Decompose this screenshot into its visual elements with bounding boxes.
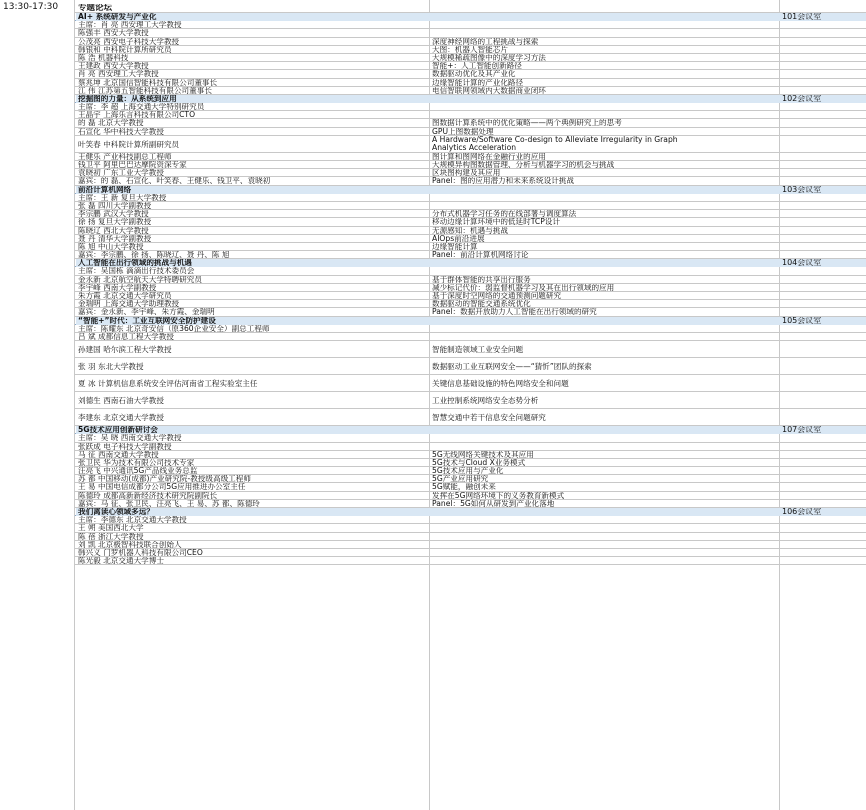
- table-row: [76, 218, 866, 226]
- topic-cell: 大规模稀疏图像中的深度学习方法: [432, 53, 546, 62]
- table-row: [76, 202, 866, 210]
- topic-cell: Panel：图的应用潜力和未来系统设计挑战: [432, 177, 574, 186]
- topic-cell: [429, 524, 779, 532]
- room-cell: [779, 21, 864, 29]
- room-cell: [779, 434, 864, 442]
- topic-cell: 5G技术与Cloud X业务模式: [432, 458, 526, 467]
- room-cell: [779, 308, 864, 316]
- topic-cell: [429, 557, 779, 565]
- topic-cell: [429, 434, 779, 442]
- table-row: [76, 475, 866, 483]
- topic-cell: [429, 508, 779, 516]
- table-row: [76, 194, 866, 202]
- topic-cell: [429, 267, 779, 275]
- topic-cell: 数据驱动的智能交通系统优化: [432, 300, 531, 309]
- table-row: [76, 111, 866, 119]
- topic-cell: [429, 95, 779, 103]
- table-row: [76, 333, 866, 341]
- speaker-cell: 王 朔 美国西北大学: [78, 524, 144, 533]
- table-row: [76, 119, 866, 127]
- table-row: [76, 54, 866, 62]
- table-row: [76, 284, 866, 292]
- session-title: 前沿计算机网络: [78, 185, 132, 194]
- topic-cell: Panel：数据开放助力人工智能在出行领域的研究: [432, 308, 597, 317]
- speaker-cell: 王健乐 产业科技副总工程师: [78, 152, 172, 161]
- table-row: [76, 128, 866, 136]
- table-row: [76, 79, 866, 87]
- room-cell: [779, 325, 864, 333]
- speaker-cell: 陈光毅 北京交通大学博士: [78, 557, 164, 566]
- speaker-cell: 李宇峰 西南大学副教授: [78, 283, 157, 292]
- speaker-cell: 王晶宇 上海乐言科技有限公司CTO: [78, 111, 196, 120]
- table-row: [76, 153, 866, 161]
- table-row: [76, 169, 866, 177]
- room-cell: [779, 443, 864, 451]
- table-row: [76, 392, 866, 409]
- room-cell: [779, 409, 864, 426]
- room-cell: [779, 500, 864, 508]
- table-row: [76, 177, 866, 185]
- topic-cell: 数据驱动工业互联网安全——“猜忻”团队的探索: [432, 362, 592, 372]
- room-cell: [779, 524, 864, 532]
- topic-cell: 5G无线网络关键技术及其应用: [432, 450, 534, 459]
- topic-cell: 边缘智能计算的产业化路径: [432, 78, 524, 87]
- room-cell: [779, 451, 864, 459]
- topic-cell: [429, 186, 779, 194]
- room-cell: [779, 516, 864, 524]
- speaker-cell: 的 磊 北京大学教授: [78, 119, 144, 128]
- table-row: [76, 524, 866, 532]
- table-row: [76, 459, 866, 467]
- topic-cell: 智能+：人工智能创新路径: [432, 62, 522, 71]
- session-header-row: [76, 317, 866, 325]
- speaker-cell: 主席：李 超 上海交通大学特别研究员: [78, 103, 205, 112]
- room-cell: [779, 227, 864, 235]
- room-cell: [779, 300, 864, 308]
- session-header-row: [76, 13, 866, 21]
- room-cell: [779, 292, 864, 300]
- topic-cell: [429, 333, 779, 341]
- speaker-cell: 钱卫平 阿里巴巴达摩院资深专家: [78, 161, 187, 169]
- schedule-table: [76, 4, 866, 565]
- topic-cell: 移动边缘计算环境中的低延时TCP设计: [432, 218, 560, 227]
- speaker-cell: 袁晓初 广东工业大学教授: [78, 169, 164, 178]
- speaker-cell: 金永新 北京航空航天大学特聘研究员: [78, 275, 202, 284]
- room-cell: 101会议室: [782, 13, 822, 21]
- speaker-cell: 陈 浩 机器科技: [78, 53, 129, 62]
- speaker-cell: 汪亮飞 中兴通讯5G产品线业务总监: [78, 467, 198, 476]
- room-cell: [779, 333, 864, 341]
- speaker-cell: 韩兴义 门罗机器人科技有限公司CEO: [78, 548, 203, 557]
- room-cell: [779, 169, 864, 177]
- speaker-cell: 聂 丹 清华大学副教授: [78, 234, 152, 243]
- room-cell: [779, 62, 864, 70]
- session-title: “智能+”时代：工业互联网安全防护建设: [78, 316, 216, 325]
- speaker-cell: 苏 都 中国移动(成都)产业研究院-教授级高级工程师: [78, 475, 251, 484]
- room-cell: [779, 375, 864, 392]
- speaker-cell: 陈晓辽 西北大学教授: [78, 226, 149, 235]
- room-cell: [779, 483, 864, 491]
- topic-cell: [429, 443, 779, 451]
- table-row: [76, 358, 866, 375]
- room-cell: [779, 557, 864, 565]
- room-cell: [779, 128, 864, 136]
- room-cell: [779, 459, 864, 467]
- topic-cell: 发挥在5G网络环境下的义务教育新模式: [432, 491, 565, 500]
- topic-cell: 图计算和图网络在金融行业的应用: [432, 152, 546, 161]
- room-cell: [779, 533, 864, 541]
- speaker-cell: 金瑞明 上海交通大学助理教授: [78, 300, 180, 309]
- topic-cell: [429, 549, 779, 557]
- room-cell: [779, 177, 864, 185]
- speaker-cell: 陈强丰 西安大学教授: [78, 29, 149, 38]
- room-cell: [779, 267, 864, 275]
- speaker-cell: 主席：李德东 北京交通大学教授: [78, 516, 187, 525]
- room-cell: [779, 153, 864, 161]
- speaker-cell: 徐 扬 复旦大学副教授: [78, 218, 152, 227]
- table-row: [76, 21, 866, 29]
- speaker-cell: 嘉宾：马 征、张卫民、汪亮飞、王 易、苏 都、陈德玲: [78, 499, 260, 508]
- table-row: [76, 533, 866, 541]
- speaker-cell: 肖 亮 西安理工大学教授: [78, 70, 159, 79]
- speaker-cell: 陈 蓓 浙江大学教授: [78, 532, 144, 541]
- room-cell: [779, 276, 864, 284]
- topic-cell: [429, 29, 779, 37]
- speaker-cell: 张 磊 四川大学副教授: [78, 201, 152, 210]
- room-cell: [779, 218, 864, 226]
- table-row: [76, 541, 866, 549]
- room-cell: [779, 475, 864, 483]
- table-row: [76, 467, 866, 475]
- topic-line: A Hardware/Software Co-design to Alleviate Irregularity in Graph: [432, 135, 678, 144]
- session-title: AI+ 系统研发与产业化: [78, 13, 157, 21]
- topic-cell: 基于群体智能的共享出行服务: [432, 275, 531, 284]
- speaker-cell: 主席：肖 亮 西安理工大学教授: [78, 21, 182, 30]
- topic-cell: 大图：机器人智能芯片: [432, 45, 508, 54]
- session-header-row: [76, 508, 866, 516]
- room-cell: [779, 251, 864, 259]
- topic-cell: 智能制造领域工业安全问题: [432, 345, 524, 355]
- speaker-cell: 张 羽 东北大学教授: [78, 362, 144, 372]
- room-cell: [779, 202, 864, 210]
- room-cell: 105会议室: [782, 316, 822, 325]
- page-title: 专题论坛: [78, 4, 113, 13]
- speaker-cell: 刘 凯 北京极智科技联合创始人: [78, 540, 182, 549]
- speaker-cell: 朱方霞 北京交通大学研究员: [78, 292, 172, 300]
- speaker-cell: 主席：陈耀东 北京奇安信（原360企业安全）副总工程师: [78, 324, 270, 333]
- speaker-cell: 嘉宾：的 磊、石宣化、叶笑春、王健乐、钱卫平、袁晓初: [78, 177, 271, 186]
- room-cell: [779, 492, 864, 500]
- table-row: [76, 500, 866, 508]
- room-cell: [779, 467, 864, 475]
- table-row: [76, 267, 866, 275]
- table-row: [76, 325, 866, 333]
- topic-cell: 5G技术应用与产业化: [432, 467, 504, 476]
- speaker-cell: 张卫民 华为技术有限公司技术专家: [78, 458, 195, 467]
- room-cell: [779, 46, 864, 54]
- topic-cell: [429, 103, 779, 111]
- topic-cell: 大规模异构图数据管理、分析与机器学习的机会与挑战: [432, 161, 615, 169]
- table-row: [76, 70, 866, 78]
- session-header-row: [76, 426, 866, 434]
- topic-cell: Panel：前沿计算机网络讨论: [432, 251, 529, 260]
- topic-cell: [429, 136, 779, 153]
- table-row: [76, 46, 866, 54]
- session-title: 挖掘图的力量：从系统到应用: [78, 94, 177, 103]
- topic-cell: 5G赋能，融创未来: [432, 483, 496, 492]
- speaker-cell: 李宗鹏 武汉大学教授: [78, 210, 149, 219]
- table-row: [76, 62, 866, 70]
- room-cell: [779, 54, 864, 62]
- table-row: [76, 251, 866, 259]
- topic-cell: 区块图构建及其应用: [432, 169, 501, 178]
- topic-cell: AIOps前沿进展: [432, 234, 485, 243]
- room-cell: [779, 103, 864, 111]
- table-row: [76, 161, 866, 169]
- speaker-cell: 主席：王 新 复旦大学教授: [78, 193, 167, 202]
- room-cell: [779, 392, 864, 409]
- table-row: [76, 443, 866, 451]
- room-cell: 103会议室: [782, 185, 822, 194]
- table-title-row: [76, 4, 866, 13]
- table-row: [76, 103, 866, 111]
- speaker-cell: 马 征 西南交通大学教授: [78, 450, 159, 459]
- speaker-cell: 夏 冰 计算机信息系统安全评估河南省工程实验室主任: [78, 379, 258, 389]
- session-title: 5G技术应用创新研讨会: [78, 426, 158, 435]
- speaker-cell: 韩银和 中科院计算所研究员: [78, 45, 172, 54]
- topic-cell: [429, 325, 779, 333]
- room-cell: [779, 549, 864, 557]
- room-cell: [779, 119, 864, 127]
- topic-cell: 电信智联网领域内大数据商业闭环: [432, 86, 546, 95]
- topic-cell: [429, 194, 779, 202]
- table-row: [76, 29, 866, 37]
- topic-cell: [429, 21, 779, 29]
- table-row: [76, 292, 866, 300]
- speaker-cell: 王 易 中国电信成都分公司5G应用推进办公室主任: [78, 483, 246, 492]
- topic-cell: 减少标记代价：弱监督机器学习及其在出行领域的应用: [432, 283, 615, 292]
- session-header-row: [76, 186, 866, 194]
- topic-cell: 边缘智能计算: [432, 242, 478, 251]
- topic-cell: 深度神经网络的工程挑战与探索: [432, 37, 539, 46]
- speaker-cell: 江 伟 江苏第五智能科技有限公司董事长: [78, 86, 212, 95]
- speaker-cell: 吕 斌 成都信息工程大学教授: [78, 332, 174, 341]
- topic-cell: [429, 317, 779, 325]
- topic-cell: 工业控制系统网络安全态势分析: [432, 396, 539, 406]
- speaker-cell: 叶笑春 中科院计算所副研究员: [78, 139, 180, 149]
- speaker-cell: 主席：吴国栋 滴滴出行技术委员会: [78, 267, 195, 276]
- room-cell: 104会议室: [782, 259, 822, 268]
- topic-cell: [429, 426, 779, 434]
- table-row: [76, 549, 866, 557]
- topic-cell: [429, 13, 779, 21]
- topic-cell: 5G产业应用研究: [432, 475, 489, 484]
- table-row: [76, 516, 866, 524]
- speaker-cell: 嘉宾：金永新、李宇峰、朱方霞、金瑞明: [78, 308, 215, 317]
- table-row: [76, 235, 866, 243]
- speaker-cell: 公茂亮 西安电子科技大学教授: [78, 37, 180, 46]
- room-cell: [779, 194, 864, 202]
- topic-cell: [429, 541, 779, 549]
- topic-cell: 智慧交通中若干信息安全问题研究: [432, 413, 546, 423]
- table-row: [76, 434, 866, 442]
- session-title: 我们离读心领域多远？: [78, 508, 154, 516]
- room-cell: [779, 358, 864, 375]
- table-row: [76, 557, 866, 565]
- table-row: [76, 451, 866, 459]
- table-row: [76, 492, 866, 500]
- room-cell: [779, 541, 864, 549]
- speaker-cell: 李建东 北京交通大学教授: [78, 413, 164, 423]
- speaker-cell: 孙建国 哈尔滨工程大学教授: [78, 345, 172, 355]
- topic-line: Analytics Acceleration: [432, 143, 517, 153]
- table-row: [76, 87, 866, 95]
- topic-cell: GPU上图数据处理: [432, 127, 494, 136]
- room-cell: [779, 38, 864, 46]
- room-cell: [779, 111, 864, 119]
- topic-cell: 关键信息基础设施的特色网络安全和问题: [432, 379, 569, 389]
- speaker-cell: 刘德生 西南石油大学教授: [78, 396, 164, 406]
- topic-cell: 基于深度时空网络的交通预测问题研究: [432, 292, 562, 300]
- session-header-row: [76, 259, 866, 267]
- table-row: [76, 227, 866, 235]
- topic-cell: Panel：5G如何从研发到产业化落地: [432, 499, 555, 508]
- speaker-cell: 王建政 西安大学教授: [78, 62, 149, 71]
- table-row: [76, 308, 866, 316]
- topic-cell: [429, 259, 779, 267]
- topic-cell: [429, 111, 779, 119]
- table-row: [76, 409, 866, 426]
- speaker-cell: 陈德玲 成都高新新经济技术研究院副院长: [78, 491, 218, 500]
- room-cell: [779, 70, 864, 78]
- topic-cell: 无源感知：机遇与挑战: [432, 226, 508, 235]
- topic-cell: 分布式机器学习任务的在线部署与调度算法: [432, 210, 577, 219]
- table-row: [76, 375, 866, 392]
- table-row: [76, 38, 866, 46]
- room-cell: [779, 29, 864, 37]
- table-row: [76, 300, 866, 308]
- room-cell: [779, 284, 864, 292]
- room-cell: [779, 341, 864, 358]
- table-row: [76, 483, 866, 491]
- speaker-cell: 张跃成 电子科技大学副教授: [78, 442, 172, 451]
- session-header-row: [76, 95, 866, 103]
- table-row: [76, 341, 866, 358]
- session-title: 人工智能在出行领域的挑战与机遇: [78, 259, 192, 268]
- room-cell: [779, 243, 864, 251]
- speaker-cell: 陈 旭 中山大学教授: [78, 242, 144, 251]
- room-cell: [779, 79, 864, 87]
- topic-cell: 图数据计算系统中的优化策略——两个典例研究上的思考: [432, 119, 622, 128]
- room-cell: 107会议室: [782, 426, 822, 435]
- room-cell: [779, 87, 864, 95]
- room-cell: 102会议室: [782, 94, 822, 103]
- room-cell: [779, 235, 864, 243]
- speaker-cell: 蔡兆坤 北京国信智能科技有限公司董事长: [78, 78, 218, 87]
- topic-cell: [429, 533, 779, 541]
- table-row: [76, 243, 866, 251]
- speaker-cell: 石宣化 华中科技大学教授: [78, 127, 164, 136]
- speaker-cell: 嘉宾：李宗鹏、徐 扬、陈晓辽、聂 丹、陈 旭: [78, 251, 230, 260]
- table-row: [76, 210, 866, 218]
- topic-cell: 数据驱动优化及其产业化: [432, 70, 516, 79]
- room-cell: 106会议室: [782, 508, 822, 516]
- room-cell: [779, 136, 864, 153]
- time-column: [0, 0, 75, 810]
- speaker-cell: 主席：吴 晓 西南交通大学教授: [78, 434, 182, 443]
- topic-cell: [429, 202, 779, 210]
- table-row: [76, 276, 866, 284]
- room-cell: [779, 161, 864, 169]
- room-cell: [779, 210, 864, 218]
- topic-cell: [429, 516, 779, 524]
- table-row: [76, 136, 866, 153]
- time-slot: 13:30-17:30: [3, 2, 59, 12]
